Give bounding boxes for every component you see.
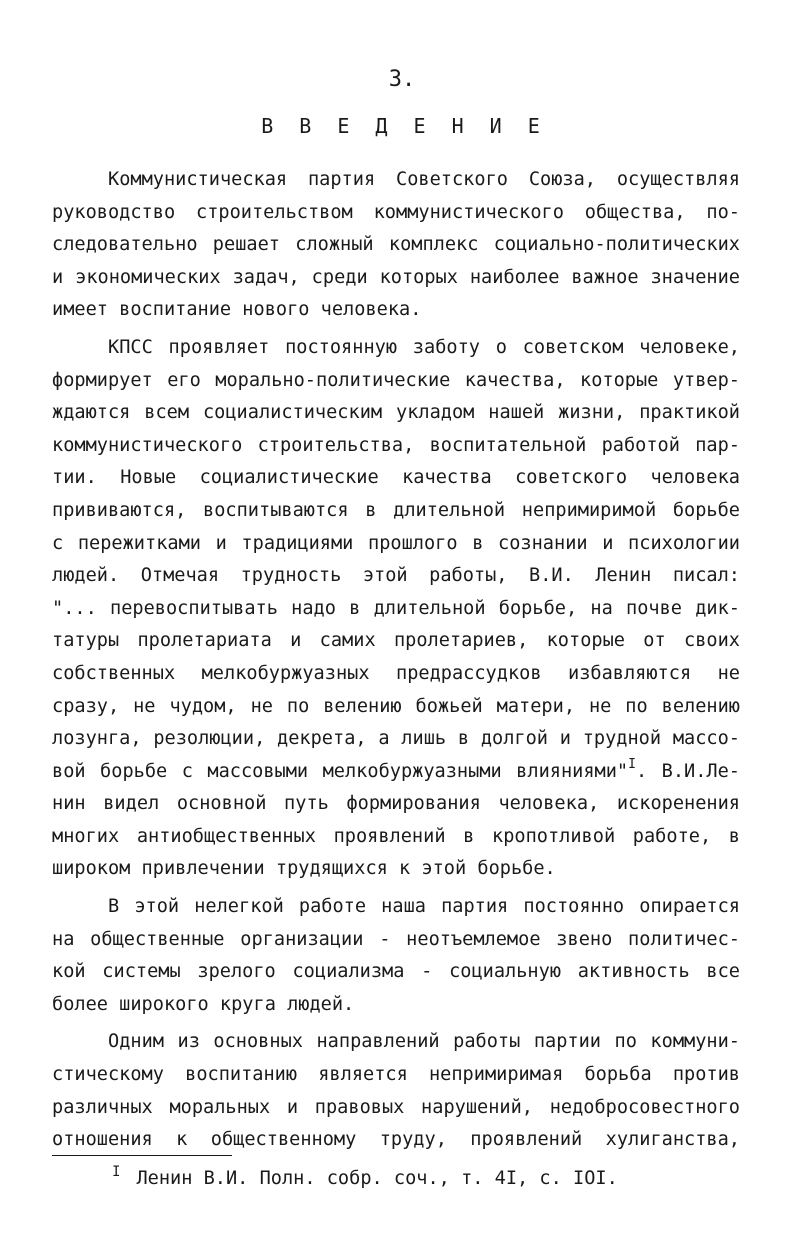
page-number: 3. bbox=[388, 67, 416, 92]
footnote-text: Ленин В.И. Полн. собр. соч., т. 4I, с. IOI. bbox=[136, 1168, 618, 1189]
footnote-number: I bbox=[112, 1164, 121, 1180]
quote-end-text: вой борьбе с массовыми мелкобуржуазными влияниями" bbox=[52, 760, 629, 782]
paragraph-1 bbox=[52, 164, 740, 327]
text-line: собственных мелкобуржуазных предрассудков избавляются не bbox=[52, 662, 740, 684]
text-line: нин видел основной путь формирования человека, искоренения bbox=[52, 793, 740, 815]
text-line: различных моральных и правовых нарушений, недобросовестного bbox=[52, 1096, 740, 1118]
text-line: отношения к общественному труду, проявлений хулиганства, bbox=[52, 1129, 740, 1151]
text-line: многих антиобщественных проявлений в кропотливой работе, в bbox=[52, 825, 740, 847]
text-line: следовательно решает сложный комплекс социально-политических bbox=[52, 234, 740, 256]
text-line: тии. Новые социалистические качества советского человека bbox=[52, 467, 740, 489]
text-line: широком привлечении трудящихся к этой борьбе. bbox=[52, 858, 556, 880]
text-line: сразу, не чудом, не по велению божьей матери, не по велению bbox=[52, 695, 740, 717]
footnote-reference: I bbox=[628, 756, 636, 772]
text-line: прививаются, воспитываются в длительной непримиримой борьбе bbox=[52, 499, 740, 521]
paragraph-4 bbox=[52, 1026, 740, 1156]
text-line: более широкого круга людей. bbox=[52, 993, 355, 1015]
footnote bbox=[112, 1158, 618, 1193]
text-line: и экономических задач, среди которых наиболее важное значение bbox=[52, 266, 740, 288]
text-line: руководство строительством коммунистического общества, по- bbox=[52, 201, 740, 223]
paragraph-2 bbox=[52, 332, 740, 886]
text-line: В этой нелегкой работе наша партия постоянно опирается bbox=[108, 896, 740, 918]
text-line: имеет воспитание нового человека. bbox=[52, 299, 422, 321]
text-line: формирует его морально-политические качества, которые утвер- bbox=[52, 369, 740, 391]
body-text bbox=[52, 164, 740, 1157]
text-line: лозунга, резолюции, декрета, а лишь в долгой и трудной массо- bbox=[52, 728, 740, 750]
text-line: стическому воспитанию является непримиримая борьба против bbox=[52, 1064, 740, 1086]
text-line: кой системы зрелого социализма - социальную активность все bbox=[52, 961, 740, 983]
text-line: КПСС проявляет постоянную заботу о советском человеке, bbox=[108, 336, 740, 358]
text-line: с пережитками и традициями прошлого в сознании и психологии bbox=[52, 532, 740, 554]
text-line: Коммунистическая партия Советского Союза, осуществляя bbox=[108, 169, 740, 190]
text-line: Одним из основных направлений работы партии по коммуни- bbox=[108, 1031, 740, 1053]
text-line: коммунистического строительства, воспитательной работой пар- bbox=[52, 434, 740, 456]
text-line: "... перевоспитывать надо в длительной борьбе, на почве дик- bbox=[52, 597, 740, 619]
text-line: людей. Отмечая трудность этой работы, В.И. Ленин писал: bbox=[52, 565, 740, 587]
section-heading: В В Е Д Е Н И Е bbox=[261, 114, 547, 138]
text-line: на общественные организации - неотъемлемое звено политичес- bbox=[52, 928, 740, 950]
footnote-divider bbox=[52, 1155, 232, 1156]
text-line: ждаются всем социалистическим укладом нашей жизни, практикой bbox=[52, 402, 740, 424]
text-line-with-footnote-ref bbox=[52, 756, 740, 789]
quote-end-continuation: . В.И.Ле- bbox=[635, 760, 740, 782]
paragraph-3 bbox=[52, 891, 740, 1021]
text-line: татуры пролетариата и самих пролетариев, которые от своих bbox=[52, 630, 740, 652]
